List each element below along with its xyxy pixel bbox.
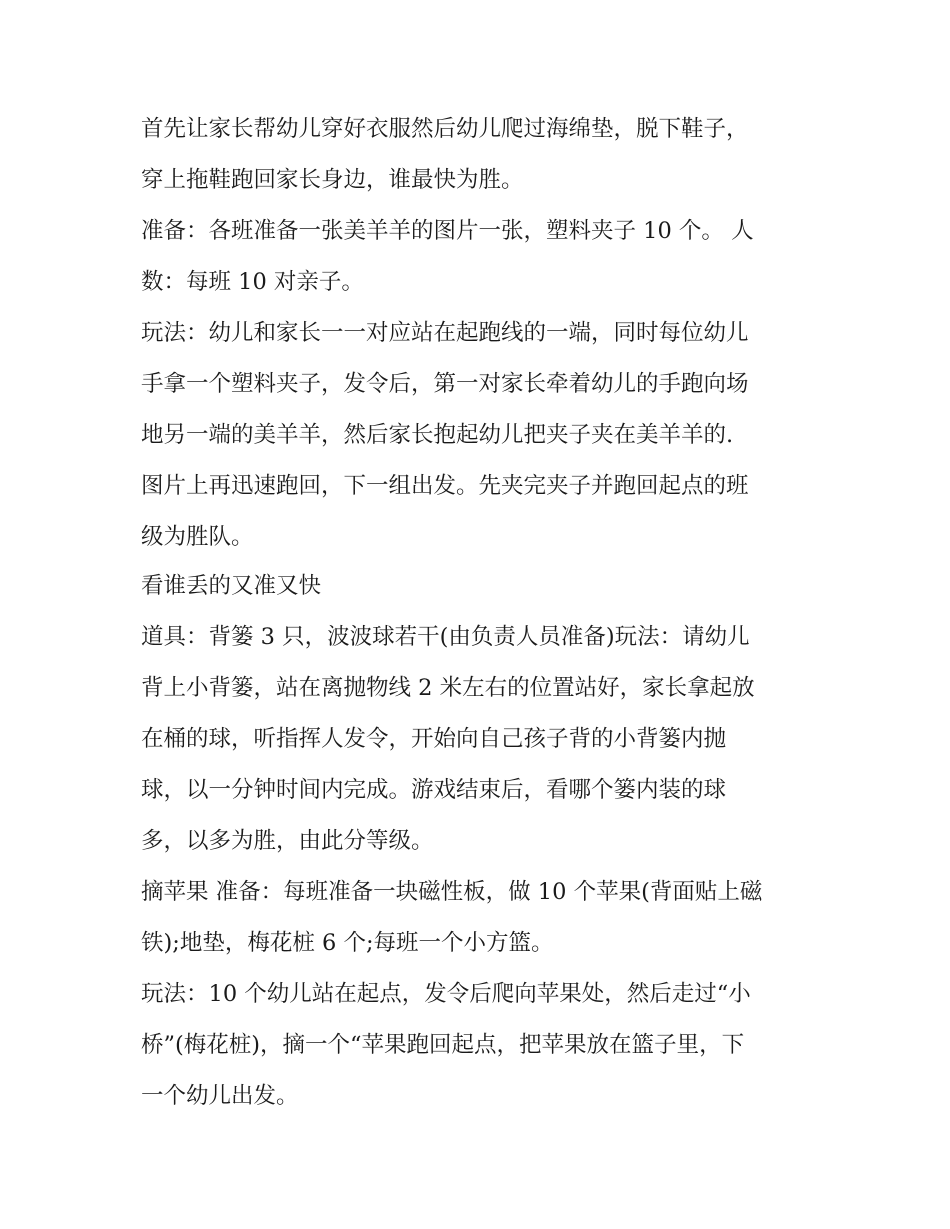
text-line: 在桶的球，听指挥人发令，开始向自己孩子背的小背篓内抛 — [141, 726, 727, 752]
text-line: 桥”(梅花桩)，摘一个“苹果跑回起点，把苹果放在篮子里，下 — [141, 1032, 745, 1058]
text-line: 球，以一分钟时间内完成。游戏结束后，看哪个篓内装的球 — [141, 777, 727, 803]
text-line: 地另一端的美羊羊，然后家长抱起幼儿把夹子夹在美羊羊的. — [141, 422, 734, 448]
text-line: 手拿一个塑料夹子，发令后，第一对家长牵着幼儿的手跑向场 — [141, 371, 749, 397]
text-line: 道具：背篓 3 只，波波球若干(由负责人员准备)玩法：请幼儿 — [141, 624, 750, 650]
text-line: 多，以多为胜，由此分等级。 — [141, 828, 434, 854]
section-heading: 看谁丢的又准又快 — [141, 573, 322, 599]
text-line: 图片上再迅速跑回，下一组出发。先夹完夹子并跑回起点的班 — [141, 473, 749, 499]
text-line: 数：每班 10 对亲子。 — [141, 269, 364, 295]
text-line: 背上小背篓，站在离抛物线 2 米左右的位置站好，家长拿起放 — [141, 675, 755, 701]
text-line: 玩法：10 个幼儿站在起点，发令后爬向苹果处，然后走过“小 — [141, 981, 751, 1007]
text-line: 首先让家长帮幼儿穿好衣服然后幼儿爬过海绵垫，脱下鞋子， — [141, 116, 749, 142]
text-line: 一个幼儿出发。 — [141, 1083, 299, 1109]
text-line: 铁);地垫，梅花桩 6 个;每班一个小方篮。 — [141, 930, 554, 956]
text-line: 穿上拖鞋跑回家长身边，谁最快为胜。 — [141, 167, 524, 193]
text-line: 玩法：幼儿和家长一一对应站在起跑线的一端，同时每位幼儿 — [141, 320, 749, 346]
text-line: 级为胜队。 — [141, 524, 254, 550]
text-line: 准备：各班准备一张美羊羊的图片一张，塑料夹子 10 个。 人 — [141, 218, 754, 244]
text-line: 摘苹果 准备：每班准备一块磁性板，做 10 个苹果(背面贴上磁 — [141, 879, 763, 905]
